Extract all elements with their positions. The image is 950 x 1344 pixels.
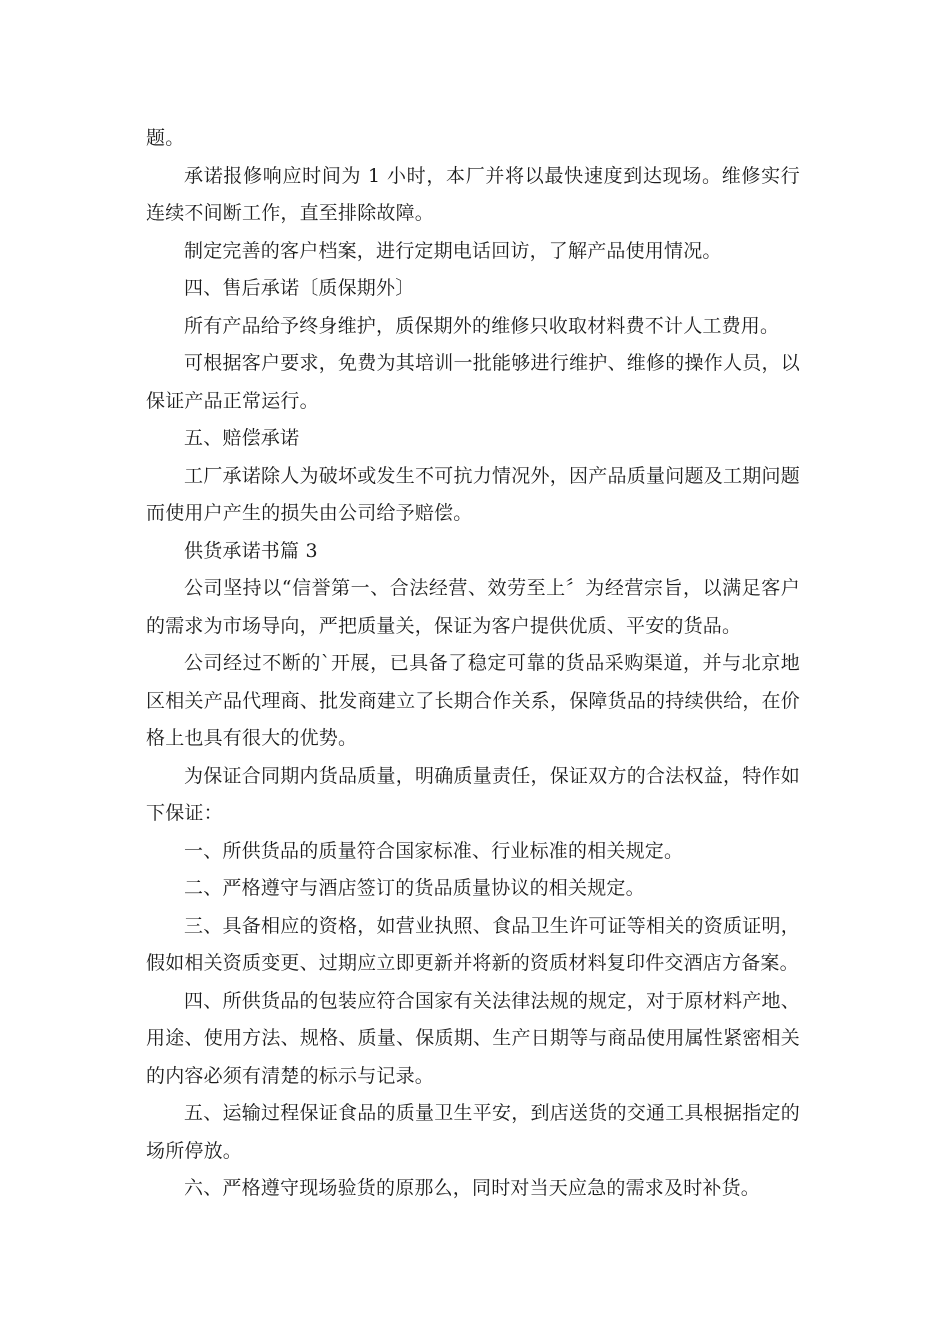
paragraph: 可根据客户要求，免费为其培训一批能够进行维护、维修的操作人员，以保证产品正常运行。: [146, 352, 800, 412]
section-heading: 供货承诺书篇 3: [184, 539, 318, 562]
list-item: 五、运输过程保证食品的质量卫生平安，到店送货的交通工具根据指定的场所停放。: [146, 1102, 800, 1162]
list-item: 四、所供货品的包装应符合国家有关法律法规的规定，对于原材料产地、用途、使用方法、规格、质量、保质期、生产日期等与商品使用属性紧密相关的内容必须有清楚的标示与记录。: [146, 989, 800, 1087]
document-body: [146, 120, 800, 1208]
paragraph: 承诺报修响应时间为 1 小时，本厂并将以最快速度到达现场。维修实行连续不间断工作，直至排除故障。: [146, 164, 800, 224]
list-item: 一、所供货品的质量符合国家标准、行业标准的相关规定。: [184, 839, 684, 862]
paragraph: 公司坚持以“信誉第一、合法经营、效劳至上〞为经营宗旨，以满足客户的需求为市场导向，严把质量关，保证为客户提供优质、平安的货品。: [146, 577, 800, 637]
list-item: 六、严格遵守现场验货的原那么，同时对当天应急的需求及时补货。: [184, 1177, 761, 1199]
section-heading: 五、赔偿承诺: [184, 427, 300, 449]
list-item: 三、具备相应的资格，如营业执照、食品卫生许可证等相关的资质证明，假如相关资质变更、过期应立即更新并将新的资质材料复印件交酒店方备案。: [146, 914, 800, 974]
paragraph: 题。: [146, 127, 185, 149]
section-heading: 四、售后承诺〔质保期外〕: [184, 277, 415, 299]
paragraph: 制定完善的客户档案，进行定期电话回访，了解产品使用情况。: [184, 239, 722, 262]
paragraph: 所有产品给予终身维护，质保期外的维修只收取材料费不计人工费用。: [184, 314, 780, 337]
paragraph: 公司经过不断的`开展，已具备了稳定可靠的货品采购渠道，并与北京地区相关产品代理商、批发商建立了长期合作关系，保障货品的持续供给，在价格上也具有很大的优势。: [146, 652, 800, 749]
paragraph: 工厂承诺除人为破坏或发生不可抗力情况外，因产品质量问题及工期问题而使用户产生的损失由公司给予赔偿。: [146, 464, 800, 524]
list-item: 二、严格遵守与酒店签订的货品质量协议的相关规定。: [184, 877, 645, 899]
paragraph: 为保证合同期内货品质量，明确质量责任，保证双方的合法权益，特作如下保证：: [146, 764, 800, 824]
